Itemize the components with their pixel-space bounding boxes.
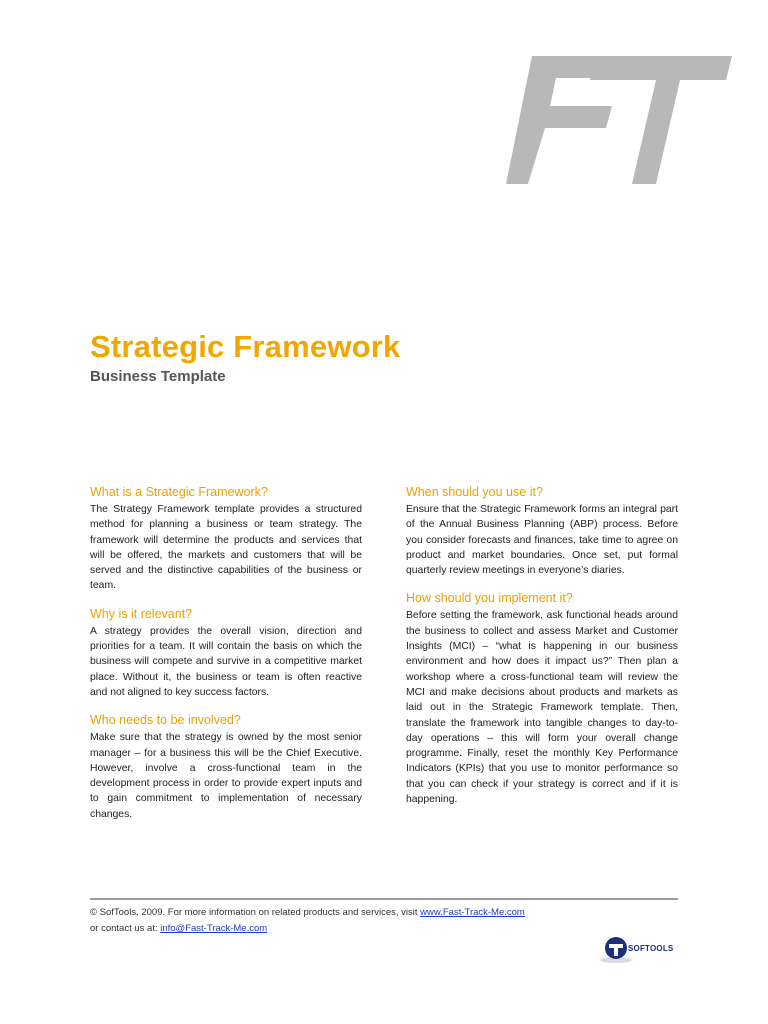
document-title: Strategic Framework [90,329,401,364]
brand-name: SOFTOOLS [628,944,674,953]
fast-track-logo [0,40,768,200]
email-link[interactable]: info@Fast-Track-Me.com [160,923,268,934]
document-subtitle: Business Template [90,368,226,385]
section-heading: Who needs to be involved? [90,713,241,728]
section-body: A strategy provides the overall vision, direction and priorities for a team. It will contain the basis on which the business will compete and survive in a competitive market place. Without it, the business or team is often reactive and not aligned to key success factors. [90,625,362,698]
section-how [406,590,678,807]
section-heading: Why is it relevant? [90,606,193,621]
section-when [406,484,678,578]
section-body: Ensure that the Strategic Framework forms an integral part of the Annual Business Planning (ABP) process. Before you consider forecasts and finances, take time to agree on product and market boundaries. Once set, put formal quarterly review meetings in everyone’s diaries. [406,504,678,577]
footer-divider [90,898,678,900]
section-heading: How should you implement it? [406,591,573,606]
title-block [90,328,400,385]
footer-copyright: © SofTools, 2009. For more information on related products and services, visit [90,907,421,918]
footer [90,905,610,937]
section-body: Before setting the framework, ask functional heads around the business to collect and assess Market and Customer Insights (MCI) – “what is happening in our business environment and how does it impact us?” Then plan a workshop where a cross-functional team will review the MCI and make decisions about products and markets as laid out in the Strategic Framework template. Then, translate the framework into tangible changes to day-to-day operations – this will form your overall change programme. Finally, reset the monthly Key Performance Indicators (KPIs) that you use to monitor performance so that you can check if your strategy is correct and if it is happening. [406,610,678,806]
section-body: The Strategy Framework template provides a structured method for planning a business or team strategy. The framework will determine the products and services that will be offered, the markets and customers that will be served and the distinctive capabilities of the business or team. [90,504,362,592]
footer-contact-label: or contact us at: [90,923,161,934]
website-link[interactable]: www.Fast-Track-Me.com [420,907,525,918]
section-body: Make sure that the strategy is owned by the most senior manager – for a business this will be the Chief Executive. However, involve a cross-functional team in the development process in order to provide expert inputs and to gain commitment to implementation of necessary changes. [90,732,362,820]
right-column [406,484,678,819]
footer-line-2 [90,921,610,937]
left-column [90,484,362,834]
section-what [90,484,362,594]
footer-line-1 [90,905,610,921]
section-heading: What is a Strategic Framework? [90,485,268,499]
section-who [90,712,362,822]
section-why [90,606,362,700]
softools-logo [598,930,688,970]
section-heading: When should you use it? [406,485,543,499]
